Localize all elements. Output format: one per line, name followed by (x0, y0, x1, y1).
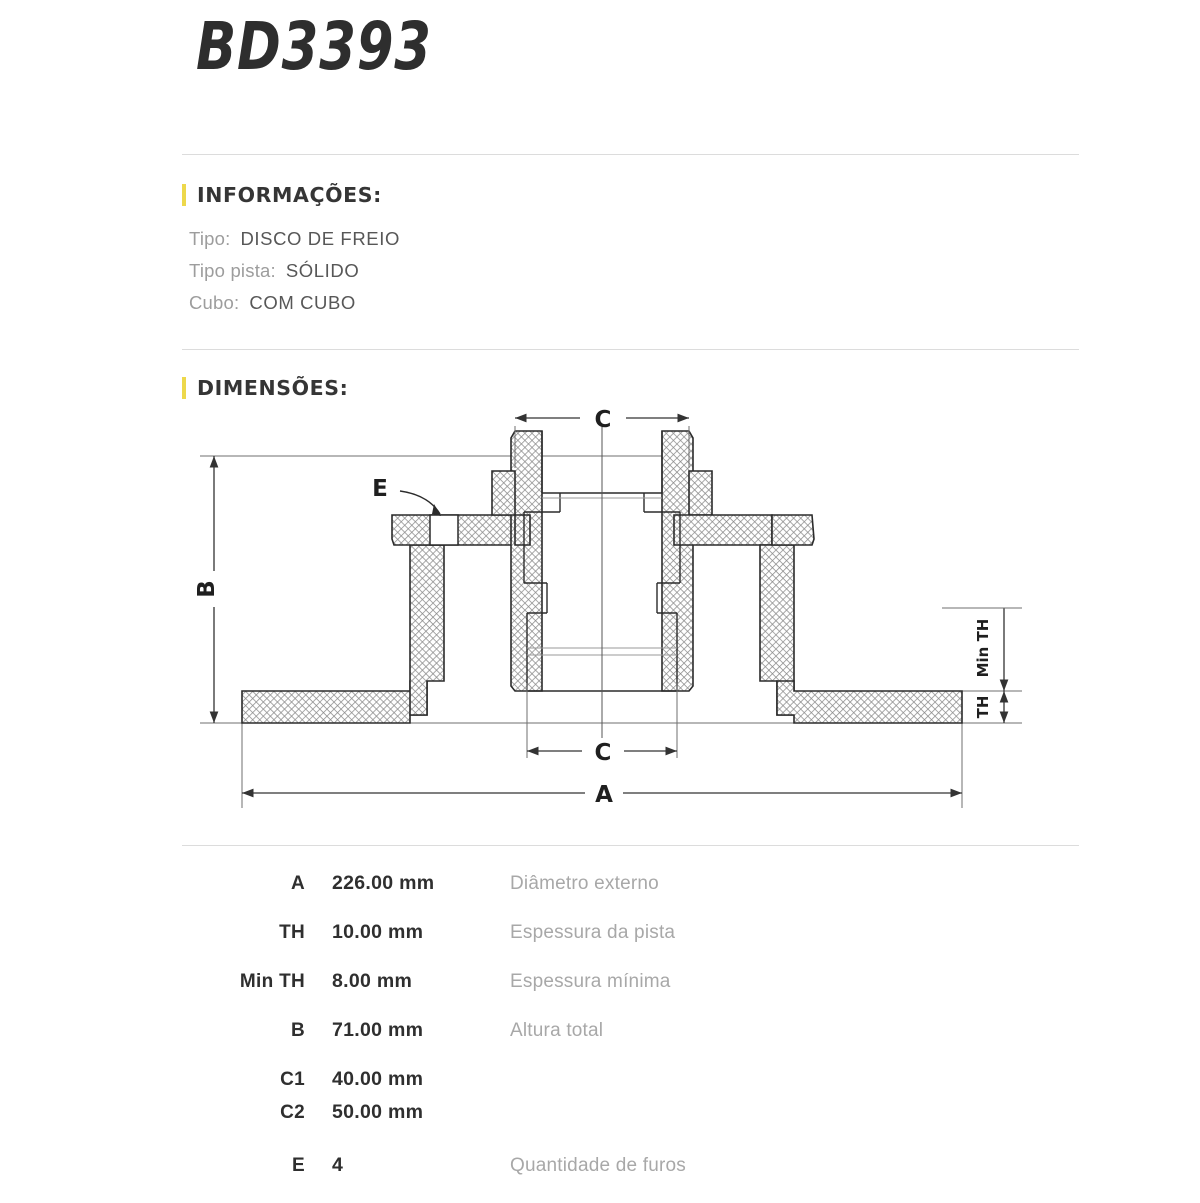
info-value: DISCO DE FREIO (240, 228, 400, 249)
dimension-desc: Espessura da pista (510, 922, 676, 943)
info-value: COM CUBO (249, 292, 356, 313)
dimension-key: A (290, 873, 305, 894)
table-row (213, 872, 853, 921)
dimension-value: 4 (332, 1154, 344, 1176)
info-label: Cubo: (189, 292, 240, 313)
dimensions-table (213, 872, 853, 1203)
table-row (213, 970, 853, 1019)
dimension-key: C2 (280, 1102, 305, 1123)
dimension-value: 10.00 mm (332, 921, 424, 943)
divider-middle (182, 349, 1079, 350)
dimension-key: C1 (280, 1069, 305, 1090)
dimension-desc: Quantidade de furos (510, 1155, 686, 1176)
dimension-label-b: B (194, 580, 220, 598)
dimension-label-min-th: Min TH (974, 618, 992, 678)
accent-bar-icon (182, 377, 186, 399)
dimension-desc: Espessura mínima (510, 971, 671, 992)
info-value: SÓLIDO (285, 260, 360, 281)
dimension-b (194, 456, 230, 723)
dimension-label-c-bottom: C (594, 740, 612, 766)
divider-bottom (182, 845, 1079, 846)
info-label: Tipo: (189, 228, 231, 249)
dimension-label-a: A (595, 782, 613, 808)
dimension-th (974, 691, 1004, 723)
section-title-informacoes: INFORMAÇÕES: (197, 183, 382, 207)
dimension-key: Min TH (239, 971, 305, 992)
info-row (189, 292, 400, 324)
section-header-dimensoes (182, 375, 348, 401)
dimension-key: B (290, 1020, 305, 1041)
dimension-label-c-top: C (594, 408, 612, 433)
dimension-value: 8.00 mm (332, 970, 413, 992)
dimension-value: 50.00 mm (332, 1101, 424, 1123)
table-row (213, 1154, 853, 1203)
accent-bar-icon (182, 184, 186, 206)
table-row (213, 1019, 853, 1068)
dimension-label-th: TH (974, 695, 992, 719)
divider-top (182, 154, 1079, 155)
section-title-dimensoes: DIMENSÕES: (197, 376, 349, 400)
info-row (189, 260, 400, 292)
dimension-min-th (974, 608, 1020, 691)
table-row (213, 921, 853, 970)
callout-e (372, 476, 441, 516)
dimension-value: 71.00 mm (332, 1019, 424, 1041)
info-row (189, 228, 400, 260)
dimension-value: 40.00 mm (332, 1068, 424, 1090)
page-title: BD3393 (196, 8, 432, 85)
dimension-key: E (292, 1155, 305, 1176)
dimension-label-e: E (372, 476, 388, 502)
dimension-desc: Altura total (510, 1020, 604, 1041)
dimension-key: TH (279, 922, 305, 943)
technical-drawing (182, 408, 1042, 833)
section-header-informacoes (182, 182, 382, 208)
dimension-desc: Diâmetro externo (510, 873, 659, 894)
dimension-value: 226.00 mm (332, 872, 435, 894)
table-row (213, 1068, 853, 1101)
table-row (213, 1101, 853, 1134)
info-label: Tipo pista: (189, 260, 276, 281)
info-list (189, 228, 400, 324)
